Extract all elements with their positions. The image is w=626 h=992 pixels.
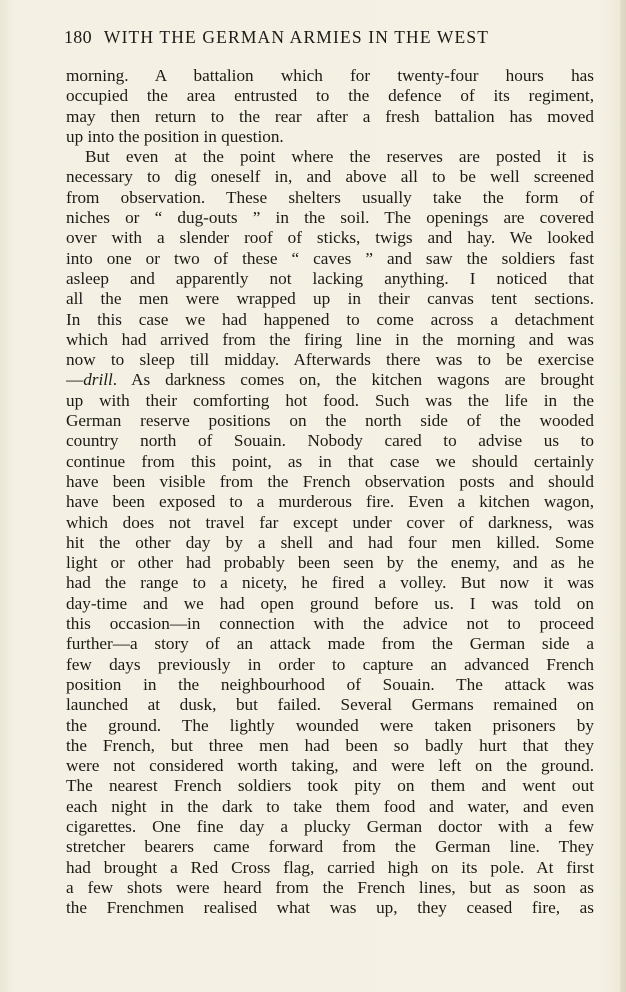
- page-header: [64, 27, 594, 57]
- text-line: morning. A battalion which for twenty-four hours has: [66, 66, 594, 85]
- text-line: hit the other day by a shell and had four men killed. Some: [66, 532, 594, 552]
- text-line: stretcher bearers came forward from the German line. They: [66, 837, 594, 857]
- line-rest: . As darkness comes on, the kitchen wagons are brought: [112, 370, 594, 390]
- text-line: have been visible from the French observation posts and should: [66, 471, 594, 491]
- body-text: [66, 66, 594, 918]
- running-title: WITH THE GERMAN ARMIES IN THE WEST: [103, 27, 490, 47]
- text-line: may then return to the rear after a fresh battalion has moved: [66, 106, 594, 126]
- text-line: occupied the area entrusted to the defence of its regiment,: [66, 86, 594, 106]
- text-line: asleep and apparently not lacking anything. I noticed that: [66, 268, 594, 288]
- text-line: were not considered worth taking, and were left on the ground.: [66, 756, 594, 776]
- text-line: few days previously in order to capture an advanced French: [66, 654, 594, 674]
- text-line: all the men were wrapped up in their canvas tent sections.: [66, 289, 594, 309]
- text-line: the Frenchmen realised what was up, they ceased fire, as: [66, 898, 594, 918]
- text-line-drill: [66, 370, 594, 390]
- text-line: the French, but three men had been so badly hurt that they: [66, 735, 594, 755]
- text-line: the ground. The lightly wounded were taken prisoners by: [66, 715, 594, 735]
- text-line: day-time and we had open ground before us. I was told on: [66, 593, 594, 613]
- text-line: country north of Souain. Nobody cared to advise us to: [66, 431, 594, 451]
- text-line: position in the neighbourhood of Souain. The attack was: [66, 674, 594, 694]
- text-line: necessary to dig oneself in, and above all to be well screened: [66, 167, 594, 187]
- text-line: had the range to a nicety, he fired a volley. But now it was: [66, 573, 594, 593]
- text-line: from observation. These shelters usually take the form of: [66, 187, 594, 207]
- text-line: German reserve positions on the north side of the wooded: [66, 411, 594, 431]
- text-line: launched at dusk, but failed. Several Germans remained on: [66, 695, 594, 715]
- text-line: In this case we had happened to come across a detachment: [66, 309, 594, 329]
- text-line: up with their comforting hot food. Such was the life in the: [66, 390, 594, 410]
- text-line: light or other had probably been seen by the enemy, and as he: [66, 553, 594, 573]
- text-line: which does not travel far except under cover of darkness, was: [66, 512, 594, 532]
- text-line: up into the position in question.: [66, 126, 284, 146]
- text-line: over with a slender roof of sticks, twigs and hay. We looked: [66, 228, 594, 248]
- italic-word-drill: drill: [83, 370, 113, 390]
- text-line: this occasion—in connection with the advice not to proceed: [66, 614, 594, 634]
- dash: —: [66, 370, 84, 390]
- text-line: cigarettes. One fine day a plucky German doctor with a few: [66, 816, 594, 836]
- text-line: each night in the dark to take them food and water, and even: [66, 796, 594, 816]
- page-number: 180: [64, 27, 92, 47]
- text-line: But even at the point where the reserves are posted it is: [85, 147, 594, 167]
- page-edge: [620, 0, 626, 992]
- text-line: a few shots were heard from the French lines, but as soon as: [66, 877, 594, 897]
- text-line: continue from this point, as in that case we should certainly: [66, 451, 594, 471]
- text-line: now to sleep till midday. Afterwards there was to be exercise: [66, 350, 594, 370]
- text-line: The nearest French soldiers took pity on them and went out: [66, 776, 594, 796]
- text-line: had brought a Red Cross flag, carried high on its pole. At first: [66, 857, 594, 877]
- text-line: into one or two of these “ caves ” and saw the soldiers fast: [66, 248, 594, 268]
- text-line: niches or “ dug-outs ” in the soil. The openings are covered: [66, 208, 594, 228]
- text-line: which had arrived from the firing line in the morning and was: [66, 329, 594, 349]
- text-line: have been exposed to a murderous fire. Even a kitchen wagon,: [66, 492, 594, 512]
- text-line: further—a story of an attack made from the German side a: [66, 634, 594, 654]
